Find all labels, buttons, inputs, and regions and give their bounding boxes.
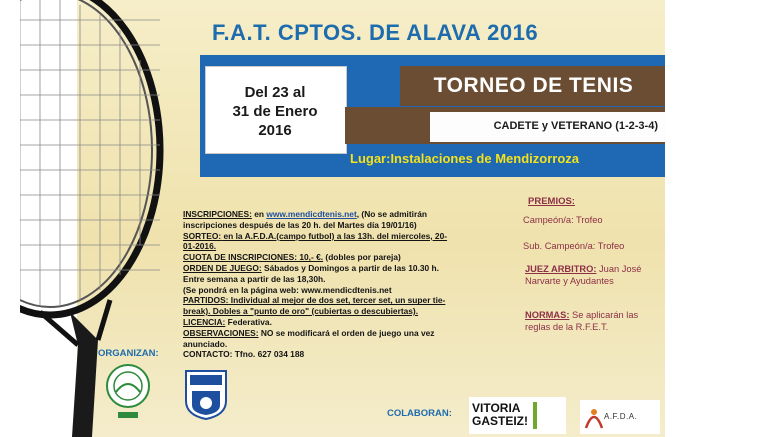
event-categories: CADETE y VETERANO (1-2-3-4): [493, 120, 658, 132]
event-location: Lugar:Instalaciones de Mendizorroza: [350, 151, 579, 166]
vitoria-gasteiz-logo: VITORIA GASTEIZ!: [469, 397, 566, 434]
subcampeon-text: Sub. Campeón/a: Trofeo: [523, 241, 625, 251]
prizes-panel: [523, 196, 658, 332]
cuota-line: CUOTA DE INSCRIPCIONES: 10,- €. (dobles por pareja): [183, 252, 401, 263]
organizers-label: ORGANIZAN:: [98, 348, 159, 359]
partidos-line: PARTIDOS: Individual al mejor de dos set, tercer set, un super tie-: [183, 295, 446, 306]
licencia-line: LICENCIA: Federativa.: [183, 316, 272, 327]
inscripciones-line: INSCRIPCIONES: en www.mendicdtenis.net, (No se admitirán: [183, 209, 428, 219]
event-title: TORNEO DE TENIS: [433, 74, 634, 97]
campeon-text: Campeón/a: Trofeo: [523, 215, 603, 225]
poster-title: F.A.T. CPTOS. DE ALAVA 2016: [212, 20, 539, 45]
club-logo: [104, 362, 152, 424]
event-dates: Del 23 al 31 de Enero 2016: [232, 84, 318, 139]
website-link[interactable]: www.mendicdtenis.net: [266, 209, 357, 219]
observaciones-line: OBSERVACIONES: NO se modificará el orden de juego una vez: [183, 327, 435, 338]
info-block: INSCRIPCIONES: en www.mendicdtenis.net, (No se admitirán inscripciones después de las 20 h. del Martes día 19/01/16) SORTEO: en la A.F.D.A.(campo futbol) a las 13h. del miercoles, 20- 01-2016. CUOTA DE INSCRIPCIONES: 10,- €. (dobles por pareja) ORDEN DE JUEGO: Sábados y Domingos a partir de las 10.30 h. Entre semana a partir de las 18,30h. (Se pondrá en la página web: www.mendicdtenis.net PARTIDOS: Individual al mejor de dos set, tercer set, un super tie- break). Dobles a "punto de oro" (cubiertas o descubiertas). LICENCIA: Federativa. OBSERVACIONES: NO se modificará el orden de juego una vez anunciado. CONTACTO: Tfno. 627 034 188: [183, 209, 513, 360]
juez-text: JUEZ ARBITRO: Juan José Narvarte y Ayudantes: [525, 264, 642, 286]
contacto-line: CONTACTO: Tfno. 627 034 188: [183, 349, 305, 360]
normas-text: NORMAS: Se aplicarán las reglas de la R.F.E.T.: [525, 310, 639, 332]
tennis-racket-image: [20, 0, 180, 437]
afda-logo: A.F.D.A.: [580, 400, 660, 434]
federation-logo: [182, 367, 230, 421]
collaborators-label: COLABORAN:: [387, 408, 452, 419]
sorteo-line: SORTEO: en la A.F.D.A.(campo futbol) a las 13h. del miercoles, 20-: [183, 230, 448, 241]
premios-heading: PREMIOS:: [528, 196, 575, 207]
orden-line: ORDEN DE JUEGO: Sábados y Domingos a partir de las 10.30 h.: [183, 262, 439, 273]
